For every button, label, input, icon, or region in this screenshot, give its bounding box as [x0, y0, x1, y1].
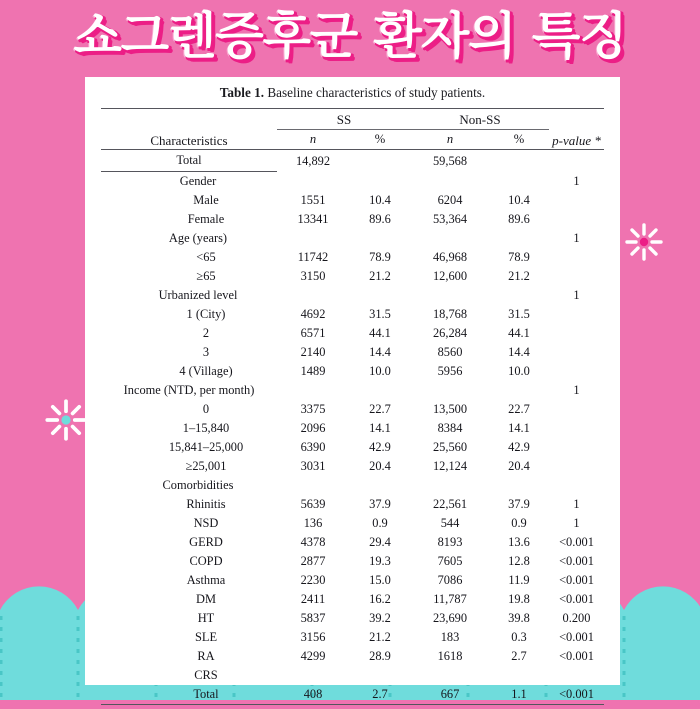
table-row	[101, 514, 604, 533]
cell-ss-pct	[349, 229, 411, 248]
cell-nonss-n: 53,364	[411, 210, 489, 229]
row-label: Age (years)	[101, 229, 277, 248]
cell-nonss-pct: 0.3	[489, 628, 549, 647]
cell-nonss-n: 23,690	[411, 609, 489, 628]
cell-pvalue	[549, 666, 604, 685]
cell-ss-n	[277, 381, 349, 400]
cell-ss-n	[277, 666, 349, 685]
cell-ss-n: 13341	[277, 210, 349, 229]
cell-ss-n: 6571	[277, 324, 349, 343]
cell-nonss-pct: 13.6	[489, 533, 549, 552]
cell-ss-n: 2230	[277, 571, 349, 590]
table-row	[101, 229, 604, 248]
header-nonss-pct: %	[489, 130, 549, 150]
cell-ss-n	[277, 476, 349, 495]
cell-ss-pct: 0.9	[349, 514, 411, 533]
cell-nonss-n: 46,968	[411, 248, 489, 267]
table-row	[101, 628, 604, 647]
cell-pvalue: <0.001	[549, 552, 604, 571]
cell-ss-pct: 2.7	[349, 685, 411, 705]
cell-ss-n: 3156	[277, 628, 349, 647]
cell-pvalue	[549, 476, 604, 495]
cell-ss-n: 3031	[277, 457, 349, 476]
cell-nonss-pct: 39.8	[489, 609, 549, 628]
cell-nonss-pct: 31.5	[489, 305, 549, 324]
cell-ss-n: 2877	[277, 552, 349, 571]
row-label: COPD	[101, 552, 277, 571]
row-label: Income (NTD, per month)	[101, 381, 277, 400]
cell-pvalue: 1	[549, 286, 604, 305]
cell-nonss-pct: 12.8	[489, 552, 549, 571]
cell-pvalue	[549, 400, 604, 419]
row-label: ≥65	[101, 267, 277, 286]
cell-pvalue: <0.001	[549, 590, 604, 609]
cell-nonss-n	[411, 476, 489, 495]
table-row	[101, 609, 604, 628]
cell-nonss-pct: 1.1	[489, 685, 549, 705]
row-label: 1 (City)	[101, 305, 277, 324]
cell-nonss-n	[411, 666, 489, 685]
sparkle-icon-right	[624, 222, 664, 262]
table-row	[101, 400, 604, 419]
cell-pvalue: <0.001	[549, 628, 604, 647]
cell-ss-pct: 15.0	[349, 571, 411, 590]
row-label: NSD	[101, 514, 277, 533]
table-row	[101, 552, 604, 571]
cell-pvalue: 1	[549, 229, 604, 248]
cell-ss-n: 2140	[277, 343, 349, 362]
cell-ss-pct: 10.0	[349, 362, 411, 381]
cell-ss-n: 4299	[277, 647, 349, 666]
cell-pvalue: <0.001	[549, 647, 604, 666]
table-head	[101, 109, 604, 150]
cell-ss-pct: 16.2	[349, 590, 411, 609]
cell-nonss-pct: 21.2	[489, 267, 549, 286]
caption-lead: Table 1.	[220, 85, 264, 100]
table-row	[101, 457, 604, 476]
cell-nonss-n: 544	[411, 514, 489, 533]
cell-ss-pct: 44.1	[349, 324, 411, 343]
cell-nonss-n: 25,560	[411, 438, 489, 457]
cell-ss-pct: 14.4	[349, 343, 411, 362]
header-characteristics: Characteristics	[101, 109, 277, 150]
cell-ss-n: 2096	[277, 419, 349, 438]
table-body	[101, 150, 604, 705]
cell-ss-pct	[349, 476, 411, 495]
cell-nonss-n: 7605	[411, 552, 489, 571]
table-row	[101, 210, 604, 229]
cell-ss-n	[277, 286, 349, 305]
cell-ss-n: 14,892	[277, 150, 349, 172]
cell-nonss-pct	[489, 286, 549, 305]
cell-nonss-pct	[489, 381, 549, 400]
table-row	[101, 476, 604, 495]
cell-nonss-pct	[489, 229, 549, 248]
table-row	[101, 571, 604, 590]
row-label: 1–15,840	[101, 419, 277, 438]
cell-nonss-pct: 78.9	[489, 248, 549, 267]
sparkle-icon-left	[44, 398, 88, 442]
cell-ss-pct: 22.7	[349, 400, 411, 419]
row-label: CRS	[101, 666, 277, 685]
cell-ss-pct: 20.4	[349, 457, 411, 476]
table-row	[101, 267, 604, 286]
cell-nonss-n: 6204	[411, 191, 489, 210]
cell-ss-n	[277, 229, 349, 248]
row-label: Comorbidities	[101, 476, 277, 495]
caption-rest: Baseline characteristics of study patients.	[264, 85, 485, 100]
row-label: RA	[101, 647, 277, 666]
cell-pvalue	[549, 210, 604, 229]
table-card	[85, 77, 620, 685]
cell-nonss-n: 8384	[411, 419, 489, 438]
cell-pvalue: <0.001	[549, 685, 604, 705]
cell-ss-n: 4378	[277, 533, 349, 552]
cell-ss-pct: 37.9	[349, 495, 411, 514]
cell-nonss-n: 18,768	[411, 305, 489, 324]
cell-pvalue: <0.001	[549, 533, 604, 552]
cell-nonss-n: 1618	[411, 647, 489, 666]
cell-ss-pct	[349, 150, 411, 172]
table-row	[101, 590, 604, 609]
cell-pvalue: <0.001	[549, 571, 604, 590]
table-foot	[101, 705, 604, 709]
cell-ss-pct: 19.3	[349, 552, 411, 571]
row-label: Total	[101, 685, 277, 705]
cell-ss-pct: 42.9	[349, 438, 411, 457]
cell-pvalue: 1	[549, 381, 604, 400]
cell-nonss-pct: 22.7	[489, 400, 549, 419]
cell-ss-pct: 31.5	[349, 305, 411, 324]
cell-ss-pct	[349, 286, 411, 305]
cell-ss-n: 1551	[277, 191, 349, 210]
header-group-ss: SS	[277, 109, 411, 130]
cell-pvalue	[549, 305, 604, 324]
cell-nonss-pct: 14.4	[489, 343, 549, 362]
cell-ss-pct: 21.2	[349, 267, 411, 286]
cell-pvalue: 1	[549, 495, 604, 514]
cell-pvalue	[549, 324, 604, 343]
cell-pvalue	[549, 267, 604, 286]
cell-nonss-pct	[489, 476, 549, 495]
row-label: Total	[101, 150, 277, 172]
cell-ss-pct: 21.2	[349, 628, 411, 647]
table-row	[101, 362, 604, 381]
cell-nonss-pct: 10.0	[489, 362, 549, 381]
cell-nonss-pct	[489, 172, 549, 192]
cell-ss-n: 1489	[277, 362, 349, 381]
row-label: Male	[101, 191, 277, 210]
row-label: GERD	[101, 533, 277, 552]
header-pvalue-text: p-value *	[552, 133, 601, 148]
cell-nonss-n: 11,787	[411, 590, 489, 609]
cell-pvalue: 0.200	[549, 609, 604, 628]
cell-nonss-n: 183	[411, 628, 489, 647]
cell-ss-pct	[349, 381, 411, 400]
baseline-characteristics-table	[101, 108, 604, 709]
cell-nonss-n: 13,500	[411, 400, 489, 419]
bottom-rule	[101, 705, 604, 709]
row-label: ≥25,001	[101, 457, 277, 476]
header-pvalue	[549, 109, 604, 150]
row-label: Rhinitis	[101, 495, 277, 514]
cell-nonss-n: 7086	[411, 571, 489, 590]
cell-nonss-pct: 44.1	[489, 324, 549, 343]
cell-nonss-pct: 89.6	[489, 210, 549, 229]
cell-ss-pct	[349, 172, 411, 192]
cell-nonss-n: 22,561	[411, 495, 489, 514]
cell-pvalue	[549, 457, 604, 476]
cell-nonss-n: 8193	[411, 533, 489, 552]
cell-ss-pct: 39.2	[349, 609, 411, 628]
table-row	[101, 248, 604, 267]
row-label: 2	[101, 324, 277, 343]
table-row	[101, 324, 604, 343]
table-row	[101, 685, 604, 705]
row-label: Urbanized level	[101, 286, 277, 305]
header-ss-pct: %	[349, 130, 411, 150]
table-row	[101, 286, 604, 305]
cell-pvalue: 1	[549, 514, 604, 533]
row-label: 0	[101, 400, 277, 419]
cell-ss-pct: 89.6	[349, 210, 411, 229]
table-row	[101, 343, 604, 362]
cell-ss-n: 5837	[277, 609, 349, 628]
cell-nonss-n	[411, 172, 489, 192]
cell-nonss-pct	[489, 666, 549, 685]
row-label: Female	[101, 210, 277, 229]
cell-pvalue	[549, 362, 604, 381]
table-row-total-top	[101, 150, 604, 172]
cell-ss-n: 408	[277, 685, 349, 705]
cell-ss-n: 2411	[277, 590, 349, 609]
cell-nonss-pct: 11.9	[489, 571, 549, 590]
cell-ss-pct	[349, 666, 411, 685]
table-row	[101, 381, 604, 400]
cell-nonss-n: 59,568	[411, 150, 489, 172]
cell-ss-n: 11742	[277, 248, 349, 267]
cell-nonss-pct	[489, 150, 549, 172]
cell-nonss-pct: 20.4	[489, 457, 549, 476]
table-row	[101, 438, 604, 457]
table-row	[101, 647, 604, 666]
row-label: Gender	[101, 172, 277, 192]
cell-nonss-pct: 2.7	[489, 647, 549, 666]
row-label: 3	[101, 343, 277, 362]
cell-nonss-n: 8560	[411, 343, 489, 362]
header-nonss-n: n	[411, 130, 489, 150]
row-label: 4 (Village)	[101, 362, 277, 381]
cell-ss-n: 136	[277, 514, 349, 533]
cell-ss-pct: 10.4	[349, 191, 411, 210]
row-label: SLE	[101, 628, 277, 647]
cell-ss-n: 5639	[277, 495, 349, 514]
cell-ss-pct: 28.9	[349, 647, 411, 666]
cell-nonss-n: 667	[411, 685, 489, 705]
table-row	[101, 419, 604, 438]
cell-nonss-n	[411, 229, 489, 248]
cell-pvalue	[549, 150, 604, 172]
table-bottom-rule-row	[101, 705, 604, 709]
cell-nonss-pct: 0.9	[489, 514, 549, 533]
cell-ss-n: 3375	[277, 400, 349, 419]
cell-pvalue	[549, 343, 604, 362]
cell-ss-n: 3150	[277, 267, 349, 286]
cell-ss-n: 6390	[277, 438, 349, 457]
cell-nonss-n: 12,600	[411, 267, 489, 286]
row-label: HT	[101, 609, 277, 628]
table-row	[101, 305, 604, 324]
cell-ss-pct: 29.4	[349, 533, 411, 552]
table-row	[101, 533, 604, 552]
table-row	[101, 172, 604, 192]
cell-nonss-pct: 37.9	[489, 495, 549, 514]
header-group-nonss: Non-SS	[411, 109, 549, 130]
cell-nonss-pct: 42.9	[489, 438, 549, 457]
cell-ss-n	[277, 172, 349, 192]
cell-ss-pct: 14.1	[349, 419, 411, 438]
cell-ss-n: 4692	[277, 305, 349, 324]
table-row	[101, 666, 604, 685]
cell-nonss-pct: 10.4	[489, 191, 549, 210]
cell-ss-pct: 78.9	[349, 248, 411, 267]
table-row	[101, 191, 604, 210]
page-title: 쇼그렌증후군 환자의 특징	[0, 4, 700, 68]
cell-nonss-n	[411, 381, 489, 400]
row-label: Asthma	[101, 571, 277, 590]
cell-nonss-n: 12,124	[411, 457, 489, 476]
cell-pvalue	[549, 438, 604, 457]
row-label: 15,841–25,000	[101, 438, 277, 457]
cell-nonss-n: 5956	[411, 362, 489, 381]
row-label: DM	[101, 590, 277, 609]
cell-nonss-pct: 14.1	[489, 419, 549, 438]
cell-pvalue	[549, 248, 604, 267]
cell-pvalue	[549, 191, 604, 210]
table-row	[101, 495, 604, 514]
cell-pvalue: 1	[549, 172, 604, 192]
row-label: <65	[101, 248, 277, 267]
cell-pvalue	[549, 419, 604, 438]
cell-nonss-n: 26,284	[411, 324, 489, 343]
cell-nonss-n	[411, 286, 489, 305]
cell-nonss-pct: 19.8	[489, 590, 549, 609]
table-caption	[85, 77, 620, 108]
header-ss-n: n	[277, 130, 349, 150]
table-header-group-row	[101, 109, 604, 130]
